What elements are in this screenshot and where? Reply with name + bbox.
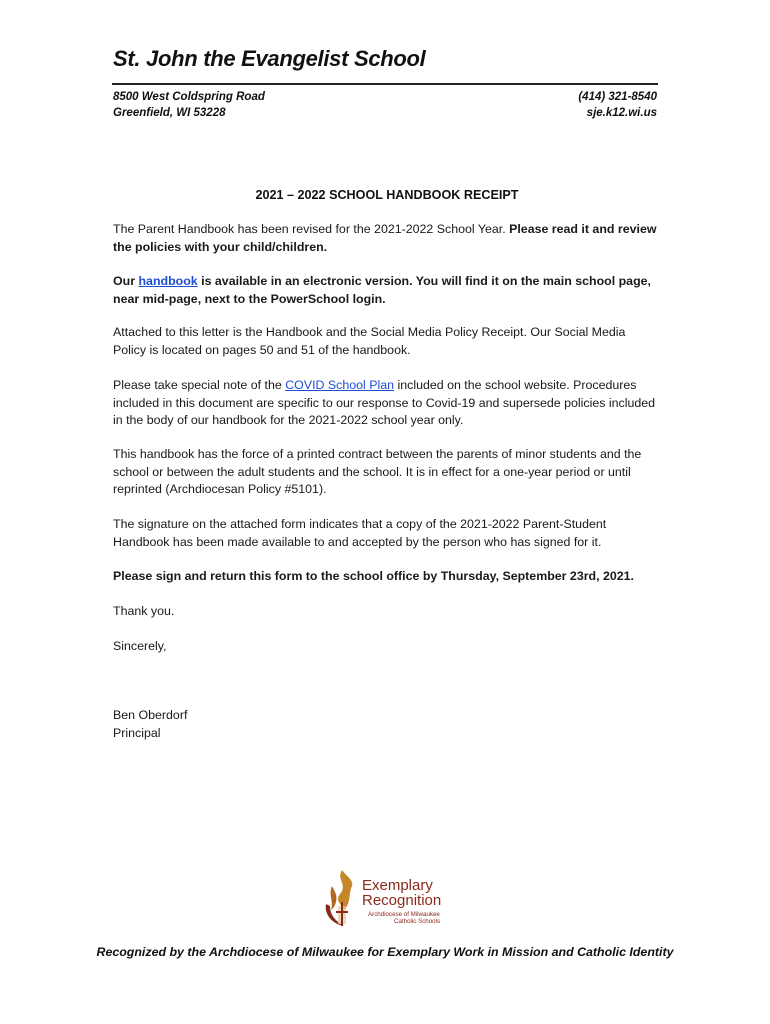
paragraph-revised — [113, 221, 661, 256]
logo-line-1: Exemplary — [362, 877, 433, 894]
signer-name: Ben Oberdorf — [113, 708, 188, 722]
paragraph-contract: This handbook has the force of a printed contract between the parents of minor students and the school or between the adult students and the school. It is in effect for a one-year period or until reprinted (Archdiocesan Policy #5101). — [113, 447, 642, 496]
school-name: St. John the Evangelist School — [113, 46, 426, 71]
logo-line-3: Archdiocese of Milwaukee — [368, 911, 440, 918]
school-contact — [578, 89, 657, 121]
paragraph-return-instructions: Please sign and return this form to the school office by Thursday, September 23rd, 2021. — [113, 569, 634, 583]
paragraph-revised-text: The Parent Handbook has been revised for the 2021-2022 School Year. — [113, 222, 510, 236]
address-line-1: 8500 West Coldspring Road — [113, 91, 265, 103]
signer-title: Principal — [113, 725, 161, 740]
covid-plan-link[interactable]: COVID School Plan — [285, 378, 395, 392]
handbook-link[interactable]: handbook — [138, 274, 198, 288]
paragraph-electronic-post: is available in an electronic version. You will find it on the main school page, near mid-page, next to the PowerSchool login. — [113, 274, 651, 306]
school-address — [113, 89, 265, 121]
website: sje.k12.wi.us — [586, 107, 657, 119]
letter-title: 2021 – 2022 SCHOOL HANDBOOK RECEIPT — [255, 188, 519, 202]
phone-number: (414) 321-8540 — [578, 91, 657, 103]
paragraph-electronic — [113, 273, 661, 308]
footer-recognition: Recognized by the Archdiocese of Milwaukee for Exemplary Work in Mission and Catholic Identity — [96, 945, 674, 959]
signer-block — [113, 707, 661, 742]
paragraph-attached: Attached to this letter is the Handbook and the Social Media Policy Receipt. Our Social Media Policy is located on pages 50 and 51 of the handbook. — [113, 325, 626, 357]
header-divider — [112, 83, 658, 85]
flame-emblem-icon — [322, 866, 362, 930]
paragraph-signature: The signature on the attached form indicates that a copy of the 2021-2022 Parent-Student Handbook has been made available to and accepted by the person who has signed for it. — [113, 517, 607, 549]
logo-line-4: Catholic Schools — [394, 918, 441, 925]
paragraph-covid-pre: Please take special note of the — [113, 378, 286, 392]
paragraph-covid — [113, 377, 661, 430]
address-line-2: Greenfield, WI 53228 — [113, 107, 226, 119]
logo-line-2: Recognition — [362, 892, 442, 909]
paragraph-covid-post: included on the school website. Procedures included in this document are specific to our response to Covid-19 and supersede policies included in the body of our handbook for the 2021-2022 school year only. — [113, 378, 656, 427]
paragraph-electronic-pre: Our — [113, 274, 139, 288]
closing: Sincerely, — [113, 639, 167, 653]
exemplary-recognition-logo — [322, 866, 446, 930]
thank-you: Thank you. — [113, 604, 175, 618]
paragraph-revised-bold: Please read it and review the policies with your child/children. — [113, 222, 657, 254]
